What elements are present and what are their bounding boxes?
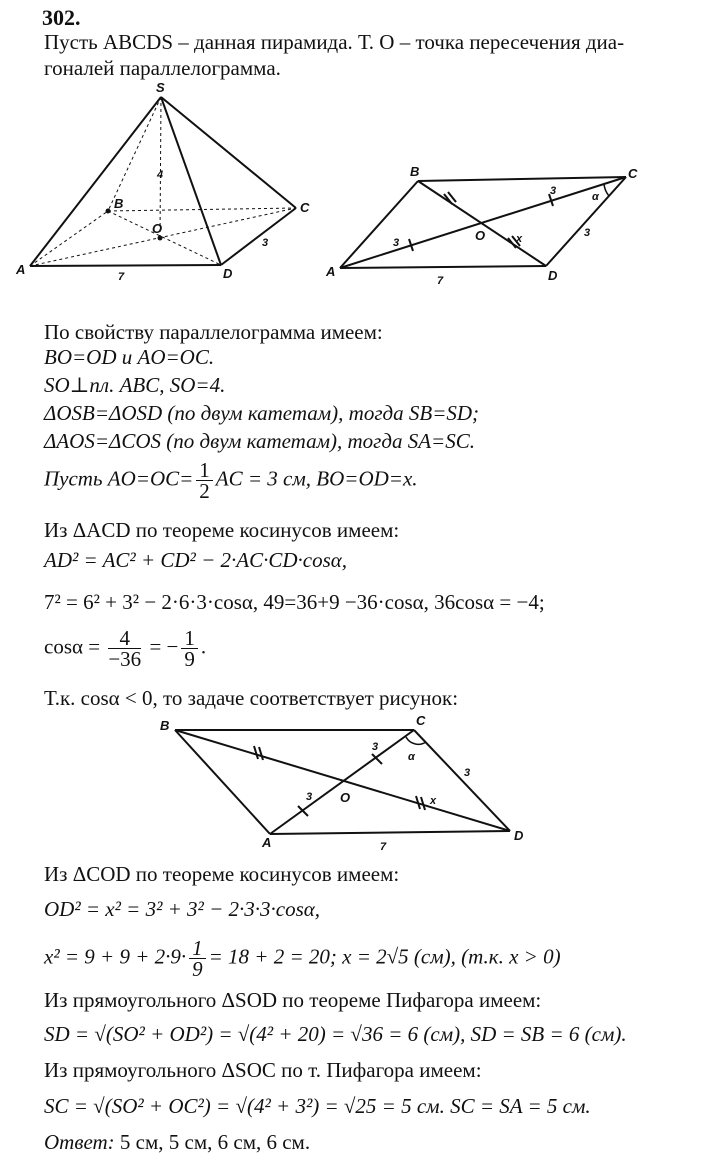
parallelogram-figure-1	[320, 160, 650, 290]
cos-alpha-mid: = −	[149, 634, 179, 659]
problem-number: 302.	[42, 5, 81, 30]
line-let-ao	[44, 460, 418, 501]
pyramid-label-c: C	[300, 200, 310, 215]
para2-len-cd: 3	[464, 767, 471, 779]
para1-len-oc: 3	[550, 185, 557, 197]
pyramid-len-cd: 3	[262, 237, 269, 249]
line-cos-alpha: cosα = $\frac{4}{-36}$ = − $\frac{1}{9}$ .	[44, 626, 207, 671]
para1-label-b: B	[410, 164, 420, 179]
line-ad-squared: AD² = AC² + CD² − 2·AC·CD·cosα,	[44, 548, 348, 572]
para2-angle-alpha: α	[408, 751, 415, 763]
let-ao-suffix: AC = 3 см, BO=OD=x.	[215, 466, 418, 491]
pyramid-label-b: B	[114, 196, 124, 211]
pyramid-label-o: O	[152, 221, 163, 236]
pyramid-label-a: A	[16, 262, 26, 277]
line-x-squared	[44, 938, 561, 979]
line-property: По свойству параллелограмма имеем:	[44, 320, 383, 344]
para2-len-od: x	[430, 795, 437, 807]
para1-label-d: D	[548, 268, 558, 283]
let-ao-numerator: 1	[196, 460, 213, 481]
intro-line-1: Пусть ABCDS – данная пирамида. Т. O – точка пересечения диа-	[44, 30, 625, 54]
para2-label-c: C	[416, 713, 426, 728]
line-bo-od: BO=OD и AO=OC.	[44, 345, 215, 369]
let-ao-denominator: 2	[199, 479, 210, 503]
para1-label-c: C	[628, 166, 638, 181]
intro-line-2: гоналей параллелограмма.	[44, 56, 281, 80]
para1-label-o: O	[475, 228, 486, 243]
line-seven-squared: 7² = 6² + 3² − 2·6·3·cosα, 49=36+9 −36·cosα, 36cosα = −4;	[44, 590, 545, 614]
let-ao-prefix: Пусть AO=OC=	[44, 466, 194, 491]
para1-angle-alpha: α	[592, 191, 599, 203]
cos-alpha-prefix: cosα =	[44, 634, 101, 659]
para2-label-b: B	[160, 718, 170, 733]
answer-label: Ответ:	[44, 1130, 115, 1154]
para2-label-a: A	[262, 835, 272, 850]
cos-alpha-den2: 9	[184, 647, 195, 671]
line-sod-pythagoras: Из прямоугольного ΔSOD по теореме Пифагора имеем:	[44, 988, 542, 1012]
pyramid-figure	[0, 80, 330, 290]
line-aos-cos: ΔAOS=ΔCOS (по двум катетам), тогда SA=SC.	[44, 429, 475, 453]
line-soc-pythagoras: Из прямоугольного ΔSOC по т. Пифагора имеем:	[44, 1058, 482, 1082]
x-squared-den: 9	[192, 957, 203, 981]
pyramid-label-d: D	[223, 266, 233, 281]
pyramid-len-so: 4	[157, 169, 164, 181]
pyramid-len-ad: 7	[118, 271, 125, 283]
line-since-cos: Т.к. cosα < 0, то задаче соответствует рисунок:	[44, 686, 459, 710]
x-squared-prefix: x² = 9 + 9 + 2·9·	[44, 944, 187, 969]
x-squared-num: 1	[189, 938, 206, 959]
para2-len-ao: 3	[306, 791, 313, 803]
para2-len-ad: 7	[380, 841, 387, 853]
line-od-squared: OD² = x² = 3² + 3² − 2·3·3·cosα,	[44, 897, 321, 921]
para2-len-oc: 3	[372, 741, 379, 753]
line-cod-cosines: Из ΔCOD по теореме косинусов имеем:	[44, 862, 400, 886]
parallelogram-figure-2	[150, 710, 540, 860]
para1-len-ao: 3	[393, 237, 400, 249]
cos-alpha-den1: −36	[108, 647, 142, 671]
x-squared-suffix: = 18 + 2 = 20; x = 2√5 (см), (т.к. x > 0)	[208, 944, 561, 969]
line-acd-cosines: Из ΔACD по теореме косинусов имеем:	[44, 518, 400, 542]
line-sd-calc: SD = √(SO² + OD²) = √(4² + 20) = √36 = 6 (см), SD = SB = 6 (см).	[44, 1022, 627, 1046]
line-osb-osd: ΔOSB=ΔOSD (по двум катетам), тогда SB=SD;	[44, 401, 480, 425]
para1-label-a: A	[326, 264, 336, 279]
para1-len-ad: 7	[437, 275, 444, 287]
line-sc-calc: SC = √(SO² + OC²) = √(4² + 3²) = √25 = 5 см. SC = SA = 5 см.	[44, 1094, 591, 1118]
pyramid-label-s: S	[156, 80, 165, 95]
cos-alpha-num2: 1	[181, 628, 198, 649]
para1-len-cd: 3	[584, 227, 591, 239]
answer-text: 5 см, 5 см, 6 см, 6 см.	[119, 1130, 311, 1154]
para1-len-od: x	[516, 233, 523, 245]
para2-label-d: D	[514, 828, 524, 843]
answer-line	[44, 1130, 310, 1154]
line-so-perp: SO⊥пл. ABC, SO=4.	[44, 373, 226, 397]
cos-alpha-num1: 4	[108, 628, 141, 649]
para2-label-o: O	[340, 790, 351, 805]
